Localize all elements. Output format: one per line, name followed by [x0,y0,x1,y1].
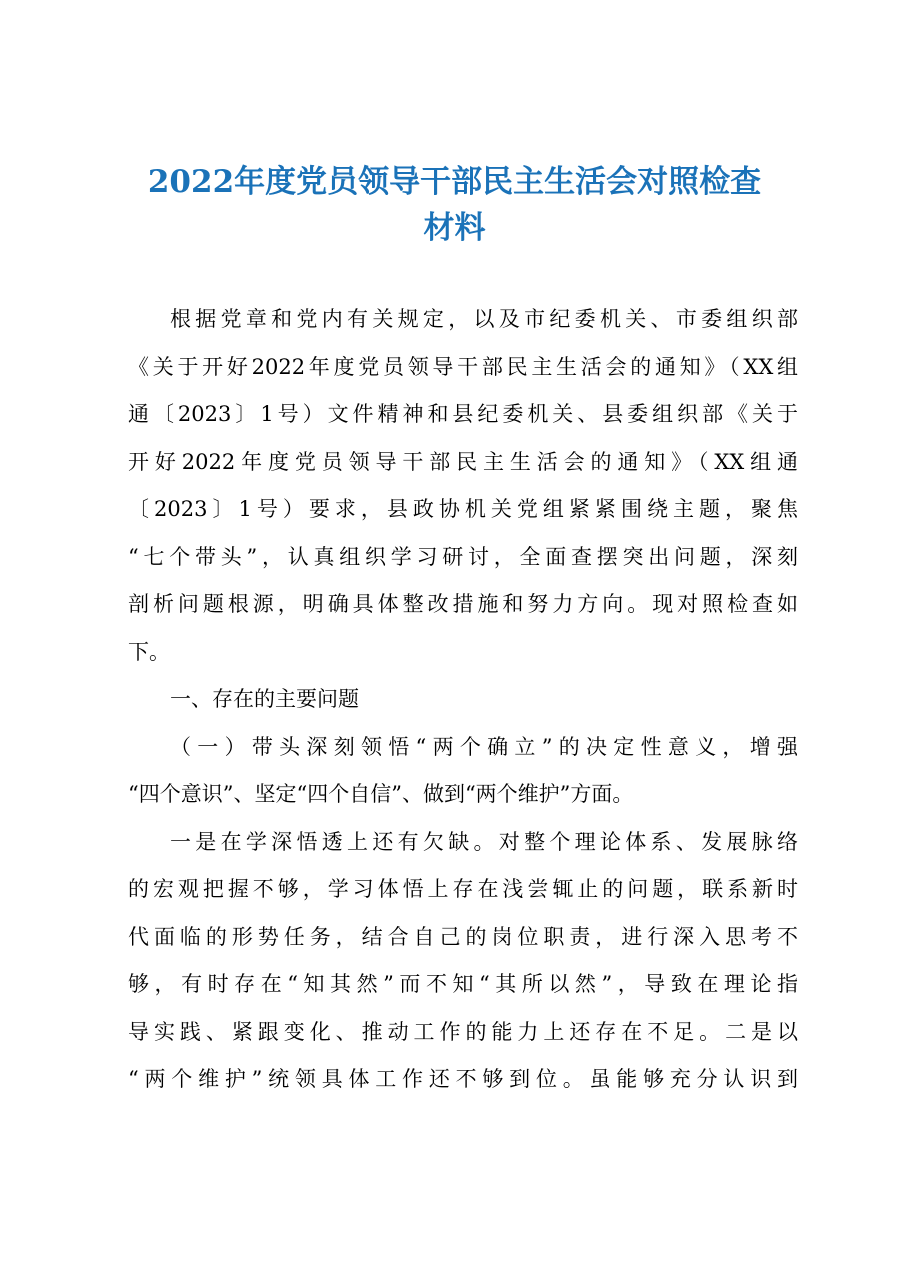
body-line: 通〔2023〕1号）文件精神和县纪委机关、县委组织部《关于 [128,402,798,426]
body-line: 的宏观把握不够，学习体悟上存在浅尝辄止的问题，联系新时 [128,877,798,901]
body-line: 够，有时存在“知其然”而不知“其所以然”，导致在理论指 [128,972,798,996]
body-line: 《关于开好2022年度党员领导干部民主生活会的通知》（XX组 [128,354,798,379]
body-line: 一、存在的主要问题 [170,687,359,711]
body-line: 〔2023〕1号）要求，县政协机关党组紧紧围绕主题，聚焦 [128,497,798,521]
body-line: “两个维护”统领具体工作还不够到位。虽能够充分认识到 [128,1067,798,1091]
document-title-line1: 2022年度党员领导干部民主生活会对照检查 [147,164,762,200]
document-title-line2: 材料 [423,210,486,246]
body-line: 剖析问题根源，明确具体整改措施和努力方向。现对照检查如 [128,592,798,616]
document-body [128,296,798,1104]
body-line: “四个意识”、坚定“四个自信”、做到“两个维护”方面。 [128,782,634,806]
body-line: 根据党章和党内有关规定，以及市纪委机关、市委组织部 [170,307,798,331]
body-line: 一是在学深悟透上还有欠缺。对整个理论体系、发展脉络 [170,829,798,854]
body-line: 代面临的形势任务，结合自己的岗位职责，进行深入思考不 [128,924,798,949]
body-line: 下。 [128,639,170,664]
body-line: 导实践、紧跟变化、推动工作的能力上还存在不足。二是以 [128,1019,798,1044]
body-line: 开好2022年度党员领导干部民主生活会的通知》（XX组通 [128,449,798,474]
body-line: （一）带头深刻领悟“两个确立”的决定性意义，增强 [170,734,798,759]
body-line: “七个带头”，认真组织学习研讨，全面查摆突出问题，深刻 [128,544,798,569]
